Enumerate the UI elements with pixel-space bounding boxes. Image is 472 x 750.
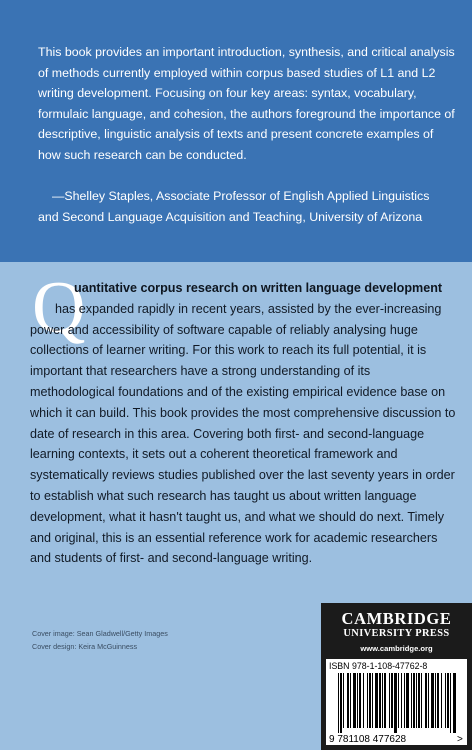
isbn-barcode: [326, 659, 467, 745]
isbn-label: ISBN 978-1-108-47762-8: [329, 661, 428, 671]
attribution-line-1: —Shelley Staples, Associate Professor of English Applied Linguistics: [52, 189, 430, 203]
publisher-name: CAMBRIDGE: [341, 609, 452, 628]
blurb-body: has expanded rapidly in recent years, assisted by the ever-increasing power and accessibility of software capable of reliably analysing huge collections of learner writing. For this work to reach its full potential, it is important that researchers have a strong understanding of its methodological foundations and of the existing empirical evidence base on which it can build. This book provides the most comprehensive discussion to date of research in this area. Covering both first- and second-language learning contexts, it sets out a coherent theoretical framework and systematically reviews studies published over the last seventy years in order to establish what such research has taught us about written language development, what it hasn't taught us, and what we should do next. Timely and original, this is an essential reference work for academic researchers and students of first- and second-language writing.: [30, 301, 456, 566]
drop-cap: Q: [32, 267, 86, 349]
isbn-digits: 9 781108 477628: [329, 734, 407, 745]
endorsement-text: This book provides an important introduction, synthesis, and critical analysis of methods currently employed within corpus based studies of L1 and L2 writing development. Focusing on four key areas: syntax, vocabulary, formulaic language, and cohesion, the authors foreground the importance of descriptive, linguistic analysis of texts and present concrete examples of how such research can be conducted.: [38, 45, 455, 162]
attribution-line-2: and Second Language Acquisition and Teaching, University of Arizona: [38, 209, 423, 224]
publisher-url: www.cambridge.org: [360, 644, 433, 653]
barcode-arrow: >: [457, 734, 463, 745]
cover-credits: [32, 627, 168, 653]
cover-design-credit: Cover design: Keira McGuinness: [32, 642, 138, 651]
endorsement-quote: [38, 42, 458, 166]
endorsement-attribution: [38, 186, 468, 227]
blurb-text: [30, 267, 456, 569]
barcode-icon: [326, 673, 467, 745]
publisher-subtitle: UNIVERSITY PRESS: [343, 628, 450, 639]
blurb-lead: uantitative corpus research on written language development: [74, 281, 443, 295]
cover-image-credit: Cover image: Sean Gladwell/Getty Images: [32, 629, 168, 638]
